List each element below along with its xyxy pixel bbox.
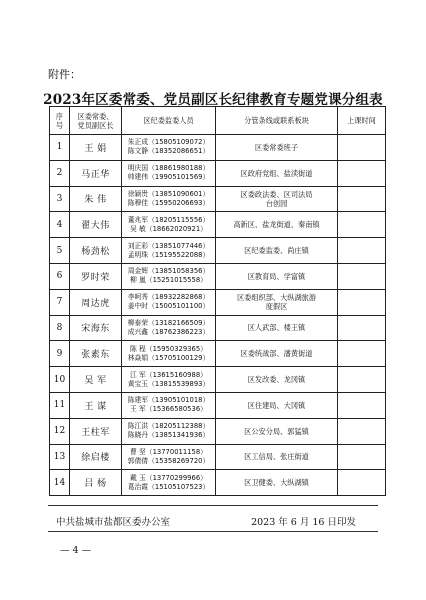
cell-no: 5: [50, 238, 70, 264]
supervisor-entry: 董兆军（18205115556）: [127, 215, 210, 224]
supervisor-entry: 葛治霞（15105107523）: [127, 482, 210, 491]
supervisor-entry: 陈建军（13905101018）: [127, 396, 210, 405]
cell-leader: 杨劲松: [70, 238, 122, 264]
line-entry: 区发改委、龙冈镇: [247, 375, 306, 385]
table-row: [50, 160, 386, 186]
cell-leader: 翟大伟: [70, 212, 122, 238]
cell-lines: [216, 470, 338, 496]
supervisor-entry: 姜中时（15005101100）: [127, 302, 210, 311]
cell-no: 1: [50, 135, 70, 161]
supervisor-entry: 王 军（15366580536）: [130, 405, 207, 414]
supervisor-entry: 周金辉（13851058356）: [127, 267, 210, 276]
cell-supervisors: [122, 263, 216, 289]
table-row: [50, 367, 386, 393]
cell-supervisors: [122, 392, 216, 418]
cell-leader: 徐启楼: [70, 444, 122, 470]
cell-supervisors: [122, 315, 216, 341]
issuing-office: 中共盐城市盐都区委办公室: [56, 517, 171, 528]
cell-leader: 吕 杨: [70, 470, 122, 496]
cell-leader: 吴 军: [70, 367, 122, 393]
table-body: [50, 135, 386, 496]
supervisor-entry: 陈文静（18352086651）: [127, 147, 210, 156]
cell-leader: 宋海东: [70, 315, 122, 341]
cell-leader: 周达虎: [70, 289, 122, 315]
header-supervisors: 区纪委监委人员: [122, 107, 216, 135]
cell-lines: [216, 135, 338, 161]
line-entry: 区公安分局、郭猛镇: [244, 426, 309, 436]
cell-leader: 王 娟: [70, 135, 122, 161]
cell-time: [338, 315, 386, 341]
cell-no: 9: [50, 341, 70, 367]
supervisor-entry: 成兴鑫（18762386223）: [127, 327, 210, 336]
supervisor-entry: 吴 敏（18662020921）: [130, 224, 207, 233]
cell-lines: [216, 392, 338, 418]
line-entry: 高新区、盐龙街道、秦南镇: [233, 220, 320, 230]
cell-supervisors: [122, 186, 216, 212]
header-lines: 分管条线或联系板块: [216, 107, 338, 135]
cell-no: 10: [50, 367, 70, 393]
table-row: [50, 289, 386, 315]
line-entry: 区委统战部、潘黄街道: [240, 349, 313, 359]
cell-leader: 张素东: [70, 341, 122, 367]
cell-lines: [216, 418, 338, 444]
cell-time: [338, 186, 386, 212]
cell-leader: 罗时荣: [70, 263, 122, 289]
cell-no: 12: [50, 418, 70, 444]
line-entry: 区工信局、张庄街道: [244, 452, 309, 462]
assignment-table: [49, 106, 386, 496]
supervisor-entry: 黄宝玉（13815539893）: [127, 379, 210, 388]
supervisor-entry: 林焱娟（15705100129）: [127, 353, 210, 362]
cell-no: 3: [50, 186, 70, 212]
table-row: [50, 418, 386, 444]
cell-lines: [216, 186, 338, 212]
footer-rule-bottom: [48, 531, 378, 532]
cell-no: 13: [50, 444, 70, 470]
cell-supervisors: [122, 367, 216, 393]
table-row: [50, 341, 386, 367]
supervisor-entry: 刘正彩（13851077446）: [127, 241, 210, 250]
supervisor-entry: 戴 玉（13770299966）: [130, 473, 207, 482]
table-row: [50, 212, 386, 238]
cell-no: 4: [50, 212, 70, 238]
supervisor-entry: 帅建伟（19905101569）: [127, 173, 210, 182]
attachment-label: 附件：: [48, 68, 81, 81]
issue-date: 2023 年 6 月 16 日印发: [251, 517, 356, 528]
cell-lines: [216, 341, 338, 367]
cell-supervisors: [122, 135, 216, 161]
header-time: 上课时间: [338, 107, 386, 135]
supervisor-entry: 陈 程（15950329365）: [130, 344, 207, 353]
cell-leader: 王柱军: [70, 418, 122, 444]
footer-rule-top: [48, 505, 378, 506]
cell-time: [338, 470, 386, 496]
table-row: [50, 444, 386, 470]
cell-time: [338, 263, 386, 289]
supervisor-entry: 陈江洪（18205112388）: [127, 422, 210, 431]
table-row: [50, 263, 386, 289]
cell-no: 6: [50, 263, 70, 289]
cell-supervisors: [122, 238, 216, 264]
document-title: 2023年区委常委、党员副区长纪律教育专题党课分组表: [43, 92, 383, 108]
supervisor-entry: 郭倩倩（15358269720）: [127, 456, 210, 465]
cell-time: [338, 444, 386, 470]
cell-no: 11: [50, 392, 70, 418]
line-entry: 区委常委班子: [254, 142, 299, 152]
cell-lines: [216, 367, 338, 393]
supervisor-entry: 陈晓丹（13851341936）: [127, 431, 210, 440]
supervisor-entry: 曹 坚（13770011158）: [130, 447, 207, 456]
cell-lines: [216, 212, 338, 238]
cell-supervisors: [122, 289, 216, 315]
cell-leader: 朱 伟: [70, 186, 122, 212]
table-header-row: [50, 107, 386, 135]
line-entry: 区委组织部、大纵湖旅游: [236, 293, 317, 303]
supervisor-entry: 李呵秀（18932282868）: [127, 293, 210, 302]
line-entry: 区人武部、楼王镇: [247, 323, 306, 333]
cell-no: 7: [50, 289, 70, 315]
table-row: [50, 392, 386, 418]
cell-supervisors: [122, 470, 216, 496]
header-no: 序 号: [50, 107, 70, 135]
table-row: [50, 315, 386, 341]
table-row: [50, 238, 386, 264]
line-entry: 区纪委监委、尚庄镇: [244, 246, 309, 256]
cell-time: [338, 367, 386, 393]
cell-time: [338, 392, 386, 418]
cell-no: 8: [50, 315, 70, 341]
cell-time: [338, 341, 386, 367]
cell-time: [338, 418, 386, 444]
cell-supervisors: [122, 212, 216, 238]
line-entry: 区委政法委、区司法局: [240, 189, 313, 199]
supervisor-entry: 徐颖贵（13851090601）: [127, 189, 210, 198]
supervisor-entry: 江 军（13615160988）: [130, 370, 207, 379]
supervisor-entry: 孟明珠（15195522088）: [127, 250, 210, 259]
supervisor-entry: 朱正成（15805109072）: [127, 138, 210, 147]
line-entry: 区政府党组、盐渎街道: [240, 168, 313, 178]
supervisor-entry: 陈穆佳（15950206693）: [127, 198, 210, 207]
supervisor-entry: 柳 嵐（15251015558）: [130, 276, 207, 285]
header-leader: 区委常委、 党员副区长: [70, 107, 122, 135]
cell-lines: [216, 238, 338, 264]
cell-time: [338, 135, 386, 161]
page-number: — 4 —: [60, 545, 92, 556]
table-row: [50, 186, 386, 212]
cell-leader: 王 谋: [70, 392, 122, 418]
line-entry: 度假区: [265, 302, 288, 312]
table-row: [50, 470, 386, 496]
line-entry: 台创园: [265, 198, 288, 208]
table-row: [50, 135, 386, 161]
cell-time: [338, 212, 386, 238]
cell-supervisors: [122, 418, 216, 444]
cell-no: 14: [50, 470, 70, 496]
cell-lines: [216, 444, 338, 470]
cell-lines: [216, 289, 338, 315]
cell-time: [338, 289, 386, 315]
line-entry: 区教育局、学富镇: [247, 271, 306, 281]
cell-no: 2: [50, 160, 70, 186]
supervisor-entry: 明庆国（18861980188）: [127, 164, 210, 173]
cell-lines: [216, 315, 338, 341]
cell-lines: [216, 263, 338, 289]
line-entry: 区卫健委、大纵湖镇: [244, 478, 309, 488]
line-entry: 区住建局、大冈镇: [247, 400, 306, 410]
cell-supervisors: [122, 444, 216, 470]
cell-time: [338, 160, 386, 186]
cell-supervisors: [122, 160, 216, 186]
cell-supervisors: [122, 341, 216, 367]
cell-time: [338, 238, 386, 264]
cell-leader: 马正华: [70, 160, 122, 186]
supervisor-entry: 柳泰荣（13182166509）: [127, 318, 210, 327]
cell-lines: [216, 160, 338, 186]
